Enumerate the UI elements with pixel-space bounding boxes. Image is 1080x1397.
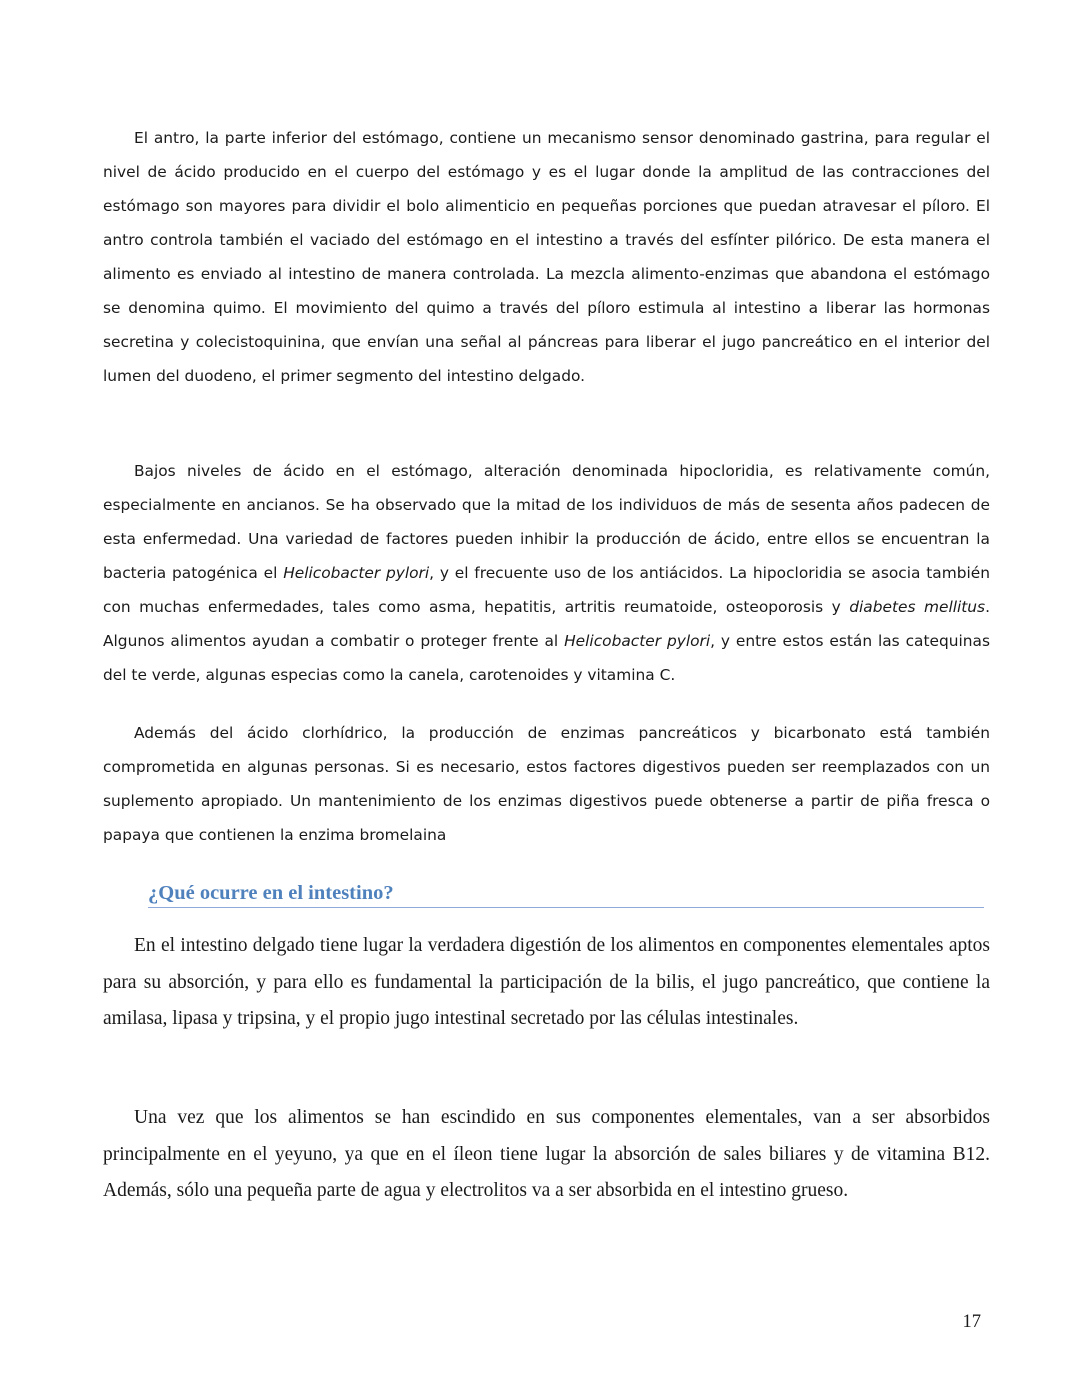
paragraph-text: Bajos niveles de ácido en el estómago, alteración denominada hipocloridia, es relativamente común, especialmente en ancianos. Se ha observado que la mitad de los individuos de más de sesenta años padecen de esta enfermedad. Una variedad de factores pueden inhibir la producción de ácido, entre ellos se encuentran la bacteria patogénica el xyxy=(103,462,990,582)
italic-term: diabetes mellitus xyxy=(849,598,986,616)
paragraph-absorcion: Una vez que los alimentos se han escindido en sus componentes elementales, van a ser absorbidos principalmente en el yeyuno, ya que en el íleon tiene lugar la absorción de sales biliares y de vitamina B12. Además, sólo una pequeña parte de agua y electrolitos va a ser absorbida en el intestino grueso. xyxy=(103,1107,990,1201)
page-number: 17 xyxy=(962,1312,981,1332)
italic-term: Helicobacter pylori xyxy=(564,632,711,650)
paragraph-hipocloridia xyxy=(103,454,990,692)
italic-term: Helicobacter pylori xyxy=(283,564,430,582)
paragraph-text: . Algunos alimentos ayudan a combatir o proteger frente al xyxy=(103,598,990,650)
paragraph-text: , y entre estos están las catequinas del te verde, algunas especias como la canela, carotenoides y vitamina C. xyxy=(103,632,990,684)
section-heading: ¿Qué ocurre en el intestino? xyxy=(148,879,984,908)
paragraph-enzimas: Además del ácido clorhídrico, la producción de enzimas pancreáticos y bicarbonato está también comprometida en algunas personas. Si es necesario, estos factores digestivos pueden ser reemplazados con un suplemento apropiado. Un mantenimiento de los enzimas digestivos puede obtenerse a partir de piña fresca o papaya que contienen la enzima bromelaina xyxy=(103,724,990,844)
paragraph-antro: El antro, la parte inferior del estómago, contiene un mecanismo sensor denominado gastrina, para regular el nivel de ácido producido en el cuerpo del estómago y es el lugar donde la amplitud de las contracciones del estómago son mayores para dividir el bolo alimenticio en pequeñas porciones que puedan atravesar el píloro. El antro controla también el vaciado del estómago en el intestino a través del esfínter pilórico. De esta manera el alimento es enviado al intestino de manera controlada. La mezcla alimento-enzimas que abandona el estómago se denomina quimo. El movimiento del quimo a través del píloro estimula al intestino a liberar las hormonas secretina y colecistoquinina, que envían una señal al páncreas para liberar el jugo pancreático en el interior del lumen del duodeno, el primer segmento del intestino delgado. xyxy=(103,129,990,385)
paragraph-text: , y el frecuente uso de los antiácidos. La hipocloridia se asocia también con muchas enfermedades, tales como asma, hepatitis, artritis reumatoide, osteoporosis y xyxy=(103,564,990,616)
paragraph-intestino-delgado: En el intestino delgado tiene lugar la verdadera digestión de los alimentos en componentes elementales aptos para su absorción, y para ello es fundamental la participación de la bilis, el jugo pancreático, que contiene la amilasa, lipasa y tripsina, y el propio jugo intestinal secretado por las células intestinales. xyxy=(103,935,990,1029)
